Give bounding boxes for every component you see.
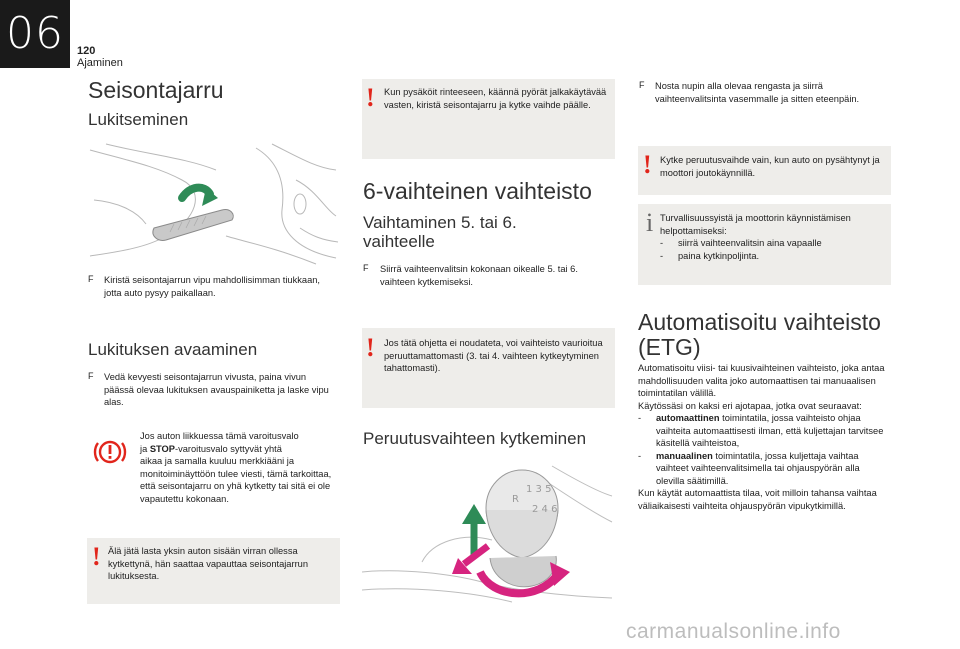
info-icon: i bbox=[646, 208, 654, 237]
auto-mode1-label: automaattinen bbox=[656, 413, 720, 423]
warning-icon: ! bbox=[643, 150, 652, 179]
info-item-text: paina kytkinpoljinta. bbox=[678, 250, 760, 261]
warning-icon: ! bbox=[366, 83, 375, 112]
reverse-heading: Peruutusvaihteen kytkeminen bbox=[363, 429, 587, 448]
brake-warning-light-icon bbox=[92, 437, 128, 467]
slope-note-text: Kun pysäköit rinteeseen, käännä pyörät jalkakäytävää vasten, kiristä seisontajarru ja kytke vaihde päälle. bbox=[384, 87, 607, 110]
handbrake-lock-illustration bbox=[86, 140, 342, 268]
auto-gearbox-body bbox=[638, 362, 890, 512]
shift-heading: Vaihtaminen 5. tai 6. vaihteelle bbox=[363, 213, 517, 251]
info-item bbox=[660, 250, 886, 263]
info-item bbox=[660, 237, 886, 250]
svg-text:R: R bbox=[512, 494, 519, 505]
dash-glyph: - bbox=[638, 450, 642, 461]
shift-note-text: Jos tätä ohjetta ei noudateta, voi vaihteisto vaurioitua peruuttamattomasti (3. tai 4. vaihteen kytkeytyminen tahattomasti). bbox=[384, 338, 603, 373]
brake-warning-line1: Jos auton liikkuessa tämä varoitusvalo bbox=[140, 431, 299, 441]
brake-warning-rest: aikaa ja samalla kuuluu merkkiääni ja monitoiminäyttöön tulee viesti, tämä tarkoittaa, että seisontajarru on yhä kytketty tai sitä ei ole vapautettu kokonaan. bbox=[140, 456, 332, 504]
info-item-text: siirrä vaihteenvalitsin aina vapaalle bbox=[678, 238, 822, 248]
brake-warning-text bbox=[140, 430, 340, 505]
watermark: carmanualsonline.info bbox=[626, 620, 841, 643]
bullet-icon: F bbox=[363, 263, 369, 273]
svg-text:2 4 6: 2 4 6 bbox=[532, 504, 558, 515]
auto-mode-item bbox=[638, 450, 890, 488]
dash-glyph: - bbox=[660, 250, 664, 261]
auto-mode2-text: toimintatila, jossa kuljettaja vaihtaa vaihteet vaihteenvalitsimella tai ohjauspyörän alla olevilla säätimillä. bbox=[656, 450, 860, 486]
info-intro: Turvallisuussyistä ja moottorin käynnistämisen helpottamiseksi: bbox=[660, 213, 851, 236]
child-warning-text: Älä jätä lasta yksin auton sisään virran ollessa kytkettynä, hän saattaa vapauttaa seisontajarrun lukituksesta. bbox=[108, 546, 309, 581]
chapter-tab: 06 bbox=[0, 0, 70, 68]
release-heading: Lukituksen avaaminen bbox=[88, 340, 258, 359]
gearbox-title: 6-vaihteinen vaihteisto bbox=[363, 178, 592, 204]
warning-icon: ! bbox=[366, 333, 375, 362]
gear-knob-illustration bbox=[362, 462, 614, 604]
lock-step: Kiristä seisontajarrun vipu mahdollisimman tiukkaan, jotta auto pysyy paikallaan. bbox=[104, 275, 320, 298]
page-number: 120 bbox=[77, 45, 96, 57]
bullet-icon: F bbox=[88, 371, 94, 381]
auto-intro: Automatisoitu viisi- tai kuusivaihteinen vaihteisto, joka antaa mahdollisuuden valita joko automaattisen tai manuaalisen toimintatilan välillä. bbox=[638, 363, 885, 398]
auto-outro: Kun käytät automaattista tilaa, voit milloin tahansa vaihtaa väliaikaisesti vaihteita ohjauspyörän vipukytkimillä. bbox=[638, 488, 877, 511]
auto-mode-item bbox=[638, 412, 890, 450]
dash-glyph: - bbox=[638, 413, 642, 423]
auto-mode1-text: toimintatila, jossa vaihteisto ohjaa vaihteita automaattisesti ilman, että kuljettajan tarvitsee käsitellä vaihteistoa, bbox=[656, 413, 884, 448]
brake-warning-line2-post: -varoitusvalo syttyvät yhtä bbox=[174, 443, 282, 454]
reverse-step: Nosta nupin alla olevaa rengasta ja siirrä vaihteenvalitsinta vasemmalle ja sitten eteenpäin. bbox=[655, 81, 860, 104]
bullet-icon: F bbox=[88, 274, 94, 284]
auto-modes-intro: Käytössäsi on kaksi eri ajotapaa, jotka ovat seuraavat: bbox=[638, 400, 862, 411]
info-text bbox=[660, 212, 886, 262]
parking-brake-title: Seisontajarru bbox=[88, 77, 224, 103]
lock-heading: Lukitseminen bbox=[88, 110, 189, 129]
brake-warning-line2-pre: ja bbox=[140, 443, 150, 454]
stop-label: STOP bbox=[149, 443, 175, 454]
auto-gearbox-title: Automatisoitu vaihteisto (ETG) bbox=[638, 309, 881, 360]
reverse-note-text: Kytke peruutusvaihde vain, kun auto on pysähtynyt ja moottori joutokäynnillä. bbox=[660, 155, 880, 178]
shift-step: Siirrä vaihteenvalitsin kokonaan oikealle 5. tai 6. vaihteen kytkemiseksi. bbox=[380, 264, 578, 287]
page-section: Ajaminen bbox=[77, 57, 123, 69]
bullet-icon: F bbox=[639, 80, 645, 90]
release-step: Vedä kevyesti seisontajarrun vivusta, paina vivun päässä olevaa lukituksen avauspainiketta ja laske vipu alas. bbox=[104, 372, 329, 407]
auto-mode2-label: manuaalinen bbox=[656, 450, 713, 461]
dash-glyph: - bbox=[660, 238, 664, 248]
svg-text:1 3 5: 1 3 5 bbox=[526, 484, 552, 495]
warning-icon: ! bbox=[92, 542, 101, 571]
brake-warning-line2 bbox=[140, 443, 340, 456]
